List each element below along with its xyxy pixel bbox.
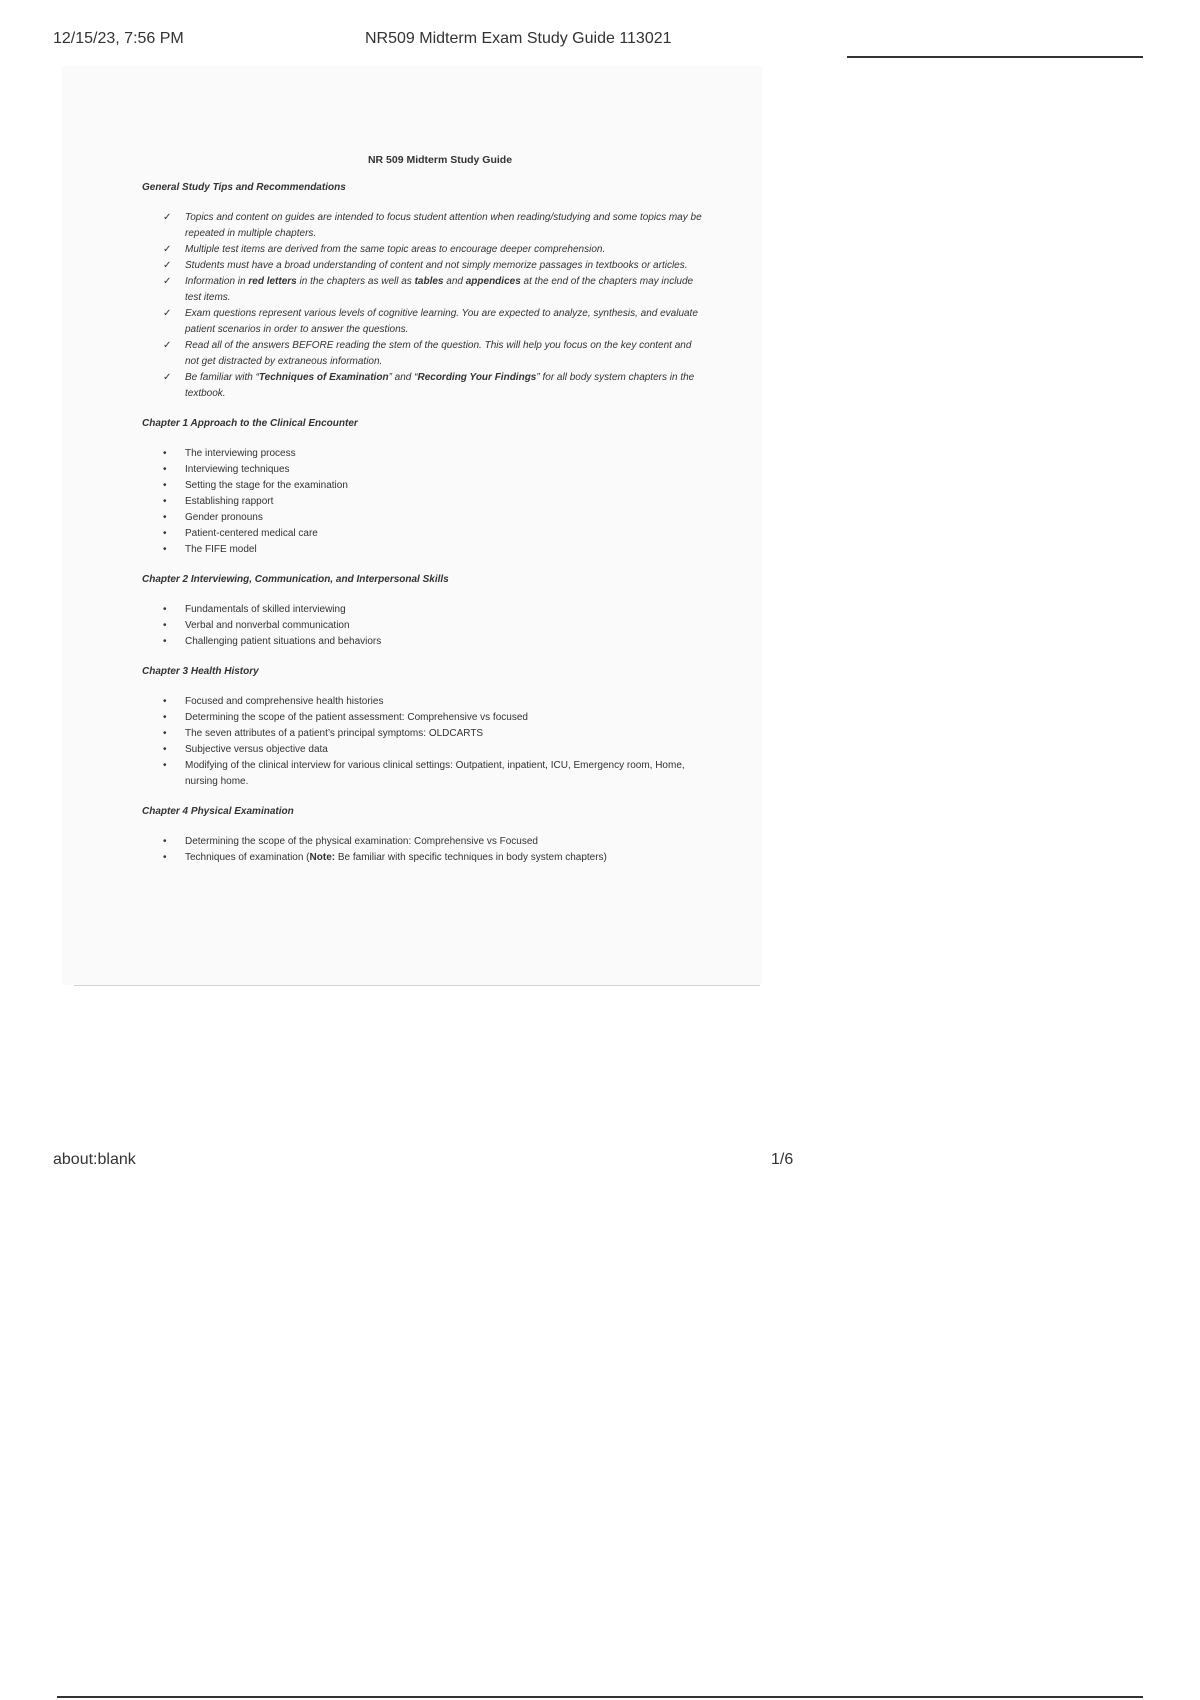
list-item: • Subjective versus objective data [142,742,702,758]
bullet-icon: • [163,712,167,723]
list-item: ✓ Exam questions represent various levels of cognitive learning. You are expected to analyze, synthesis, and evaluate patient scenarios in order to answer the questions. [163,308,698,335]
checkmark-icon: ✓ [163,308,172,319]
list-item: • Determining the scope of the physical examination: Comprehensive vs Focused [142,834,702,850]
bullet-icon: • [163,544,167,555]
list-item: • Interviewing techniques [142,462,702,478]
chapter-1-heading: Chapter 1 Approach to the Clinical Encounter [142,418,358,429]
chapter-1-list [142,446,702,558]
list-item: • Techniques of examination (Note: Be familiar with specific techniques in body system chapters) [142,850,702,866]
print-url: about:blank [53,1151,136,1168]
chapter-3-list [142,694,702,790]
bullet-icon: • [163,760,167,771]
bullet-icon: • [163,620,167,631]
list-item: ✓ Topics and content on guides are intended to focus student attention when reading/studying and some topics may be repeated in multiple chapters. [163,212,702,239]
bullet-icon: • [163,836,167,847]
checkmark-icon: ✓ [163,372,172,383]
page-number: 1/6 [771,1151,794,1168]
bullet-icon: • [163,464,167,475]
bullet-icon: • [163,728,167,739]
list-item: • Patient-centered medical care [142,526,702,542]
print-title: NR509 Midterm Exam Study Guide 113021 [365,30,672,47]
list-item: • The seven attributes of a patient’s principal symptoms: OLDCARTS [142,726,702,742]
list-item: • The FIFE model [142,542,702,558]
list-item: ✓ Be familiar with “Techniques of Examination” and “Recording Your Findings” for all body system chapters in the textbook. [163,372,695,399]
list-item: • Establishing rapport [142,494,702,510]
list-item: • Challenging patient situations and behaviors [142,634,702,650]
list-item: ✓ Read all of the answers BEFORE reading the stem of the question. This will help you focus on the key content and not get distracted by extraneous information. [163,340,692,367]
chapter-2-heading: Chapter 2 Interviewing, Communication, and Interpersonal Skills [142,574,449,585]
header-rule [847,56,1143,58]
bullet-icon: • [163,636,167,647]
bullet-icon: • [163,512,167,523]
bullet-icon: • [163,852,167,863]
list-item: • The interviewing process [142,446,702,462]
chapter-4-list [142,834,702,866]
sheet-divider [74,985,760,986]
document-body [142,152,702,880]
list-item: • Determining the scope of the patient assessment: Comprehensive vs focused [142,710,702,726]
list-item: • Modifying of the clinical interview for various clinical settings: Outpatient, inpatient, ICU, Emergency room, Home, nursing home. [163,760,685,787]
chapter-4-heading: Chapter 4 Physical Examination [142,806,294,817]
bullet-icon: • [163,528,167,539]
chapter-3-heading: Chapter 3 Health History [142,666,259,677]
bullet-icon: • [163,448,167,459]
list-item: • Verbal and nonverbal communication [142,618,702,634]
bottom-rule [57,1696,1143,1698]
checkmark-icon: ✓ [163,212,172,223]
list-item: • Gender pronouns [142,510,702,526]
checkmark-icon: ✓ [163,276,172,287]
tips-heading: General Study Tips and Recommendations [142,182,346,193]
tips-list [142,210,702,402]
bullet-icon: • [163,744,167,755]
print-datetime: 12/15/23, 7:56 PM [53,30,184,47]
checkmark-icon: ✓ [163,244,172,255]
document-title: NR 509 Midterm Study Guide [367,154,513,166]
chapter-2-list [142,602,702,650]
bullet-icon: • [163,480,167,491]
checkmark-icon: ✓ [163,260,172,271]
list-item: ✓ Students must have a broad understanding of content and not simply memorize passages in textbooks or articles. [142,258,702,274]
list-item: • Focused and comprehensive health histories [142,694,702,710]
bullet-icon: • [163,696,167,707]
list-item: ✓ Information in red letters in the chapters as well as tables and appendices at the end of the chapters may include test items. [163,276,694,303]
bullet-icon: • [163,496,167,507]
checkmark-icon: ✓ [163,340,172,351]
list-item: ✓ Multiple test items are derived from the same topic areas to encourage deeper comprehension. [142,242,702,258]
bullet-icon: • [163,604,167,615]
list-item: • Fundamentals of skilled interviewing [142,602,702,618]
list-item: • Setting the stage for the examination [142,478,702,494]
